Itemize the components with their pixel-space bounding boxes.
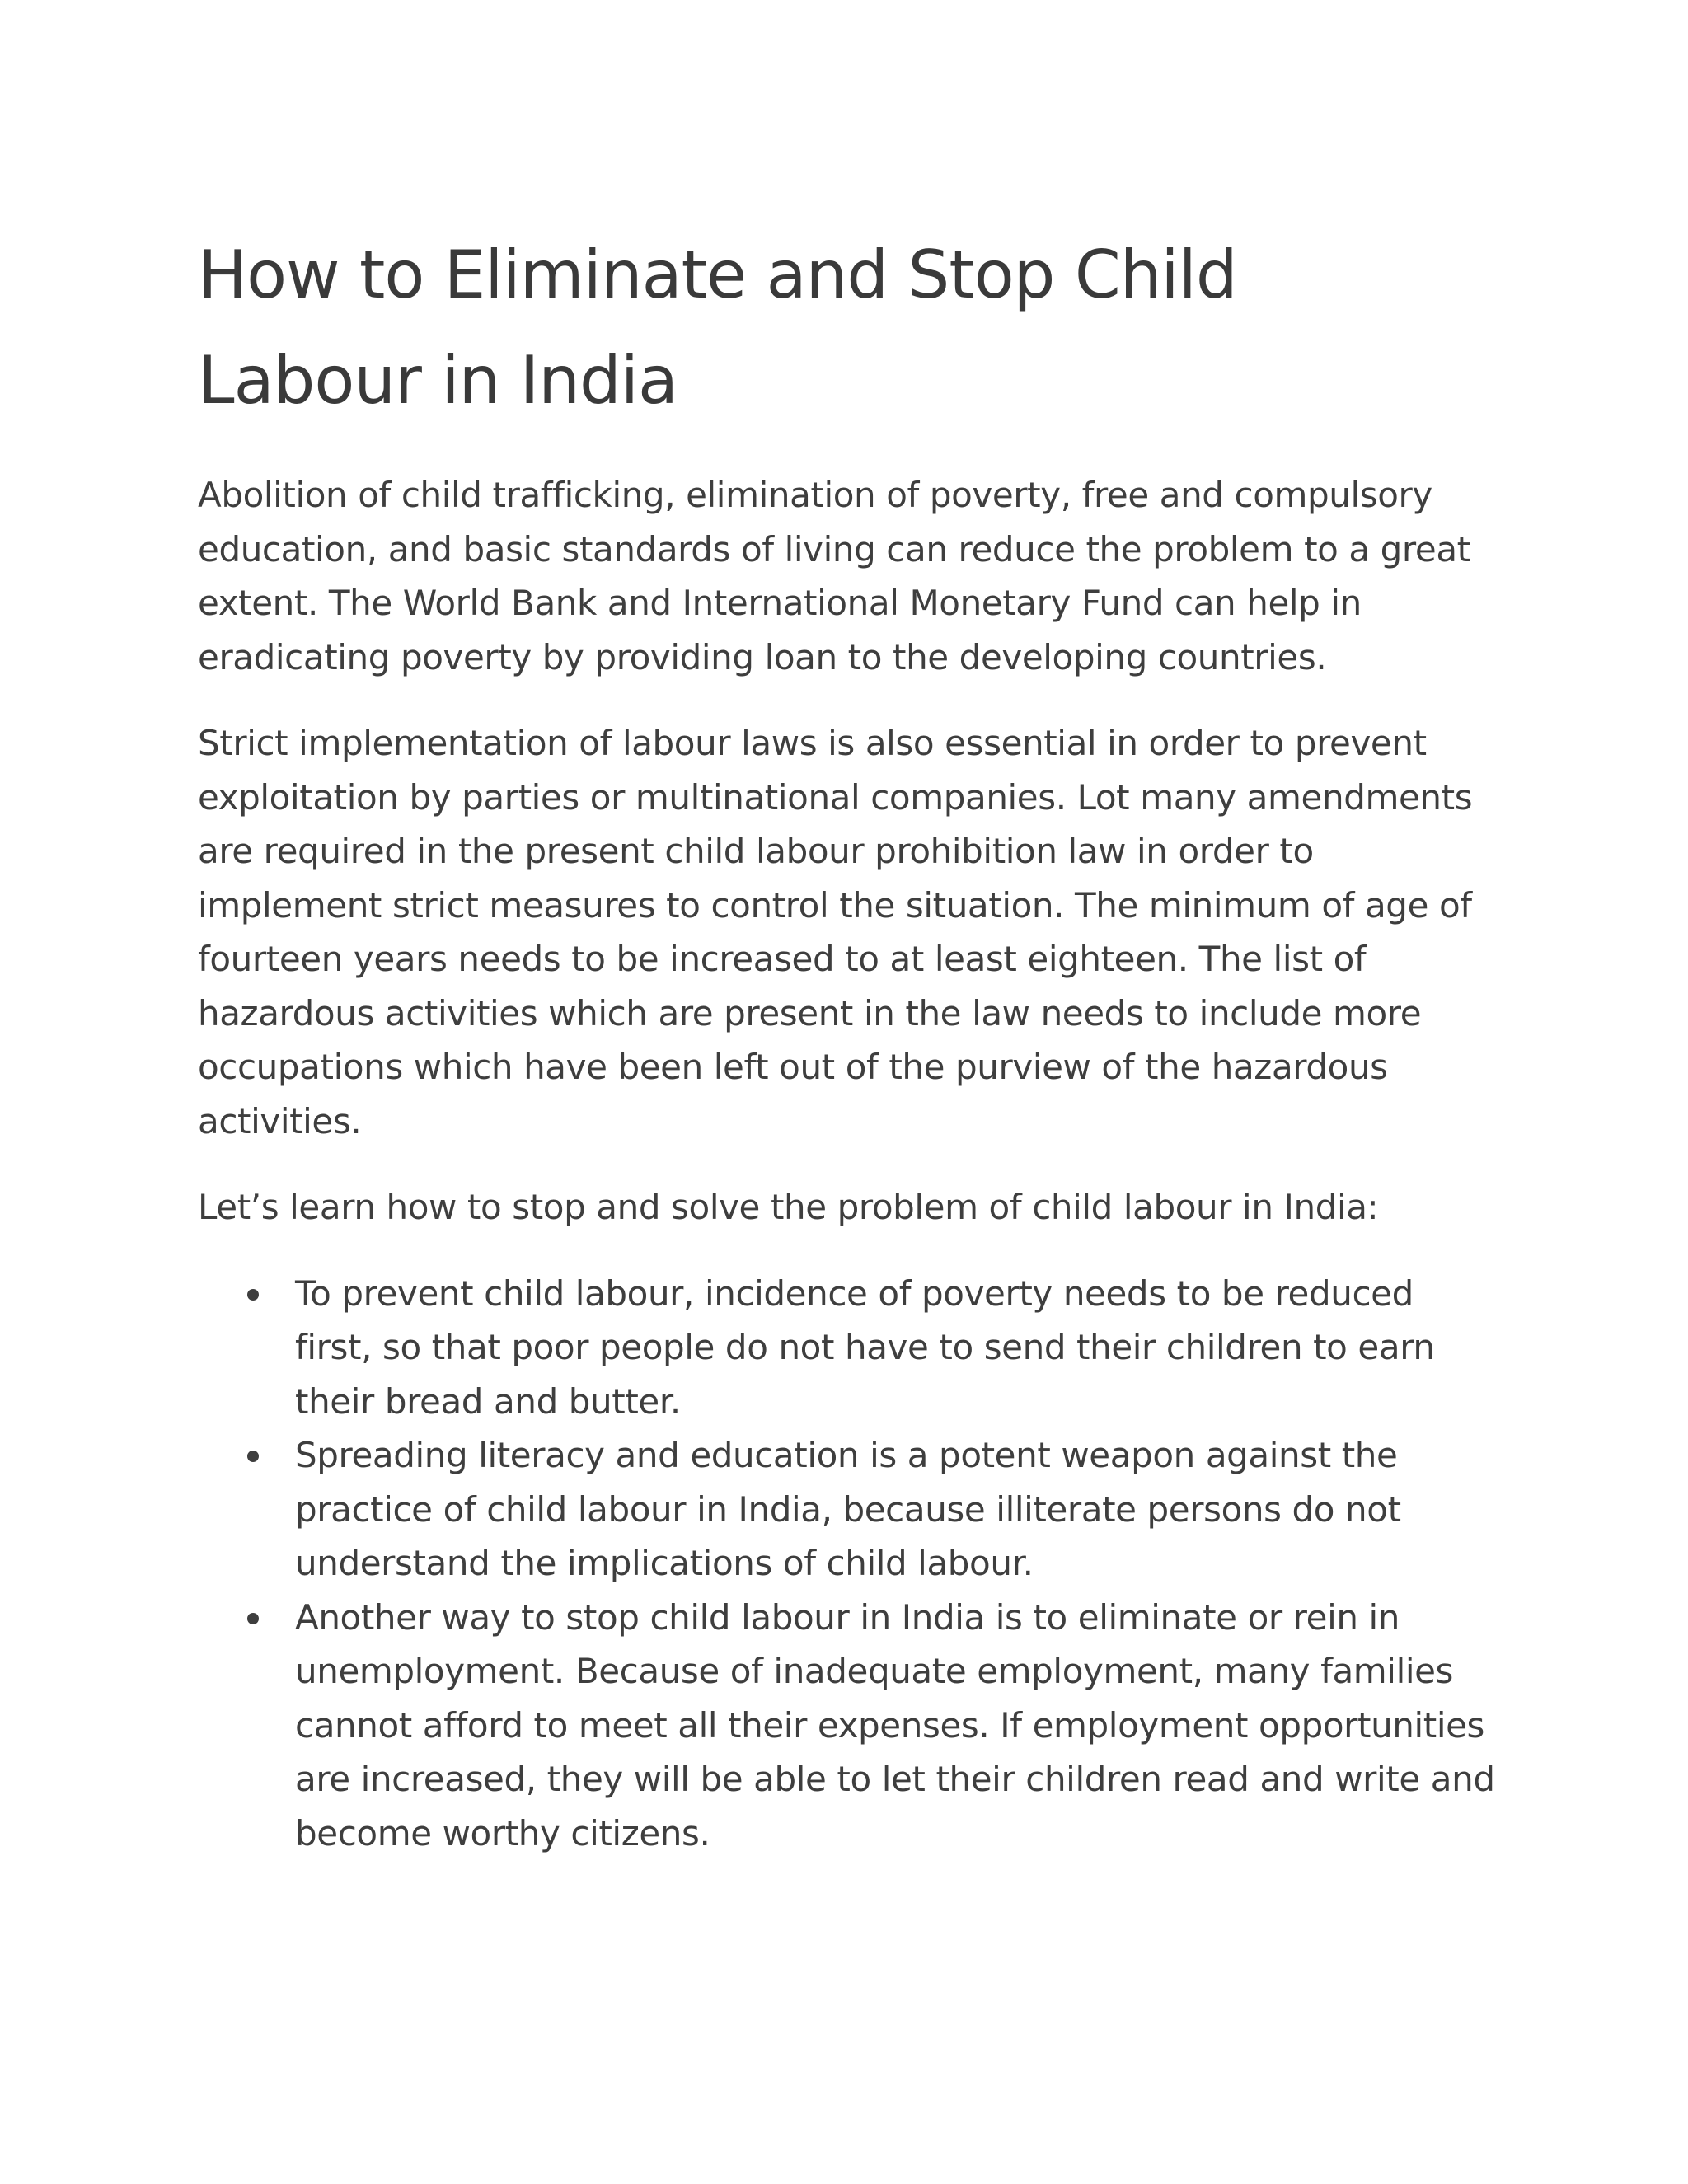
list-item-text: To prevent child labour, incidence of poverty needs to be reduced first, so that poor people do not have to send their children to earn their bread and butter. bbox=[295, 1272, 1435, 1422]
list-item bbox=[295, 1267, 1500, 1429]
solutions-list bbox=[198, 1267, 1500, 1861]
list-item-text: Another way to stop child labour in India is to eliminate or rein in unemployment. Because of inadequate employment, many families cannot afford to meet all their expenses. If employment opportunities are increased, they will be able to let their children read and write and become worthy citizens. bbox=[295, 1596, 1495, 1854]
paragraph-abolition: Abolition of child trafficking, elimination of poverty, free and compulsory education, and basic standards of living can reduce the problem to a great extent. The World Bank and International Monetary Fund can help in eradicating poverty by providing loan to the developing countries. bbox=[198, 475, 1470, 677]
list-item bbox=[295, 1428, 1500, 1591]
paragraph-intro-list: Let’s learn how to stop and solve the problem of child labour in India: bbox=[198, 1187, 1379, 1227]
list-item bbox=[295, 1591, 1500, 1861]
bullet-icon bbox=[247, 1451, 259, 1462]
list-item-text: Spreading literacy and education is a potent weapon against the practice of child labour in India, because illiterate persons do not understand the implications of child labour. bbox=[295, 1435, 1401, 1583]
bullet-icon bbox=[247, 1289, 259, 1301]
document-title: How to Eliminate and Stop Child Labour in India bbox=[198, 237, 1237, 419]
bullet-icon bbox=[247, 1613, 259, 1624]
document-page bbox=[198, 223, 1500, 1860]
paragraph-labour-laws: Strict implementation of labour laws is also essential in order to prevent exploitation by parties or multinational companies. Lot many amendments are required in the present child labour prohibition law in order to implement strict measures to control the situation. The minimum of age of fourteen years needs to be increased to at least eighteen. The list of hazardous activities which are present in the law needs to include more occupations which have been left out of the purview of the hazardous activities. bbox=[198, 723, 1473, 1141]
